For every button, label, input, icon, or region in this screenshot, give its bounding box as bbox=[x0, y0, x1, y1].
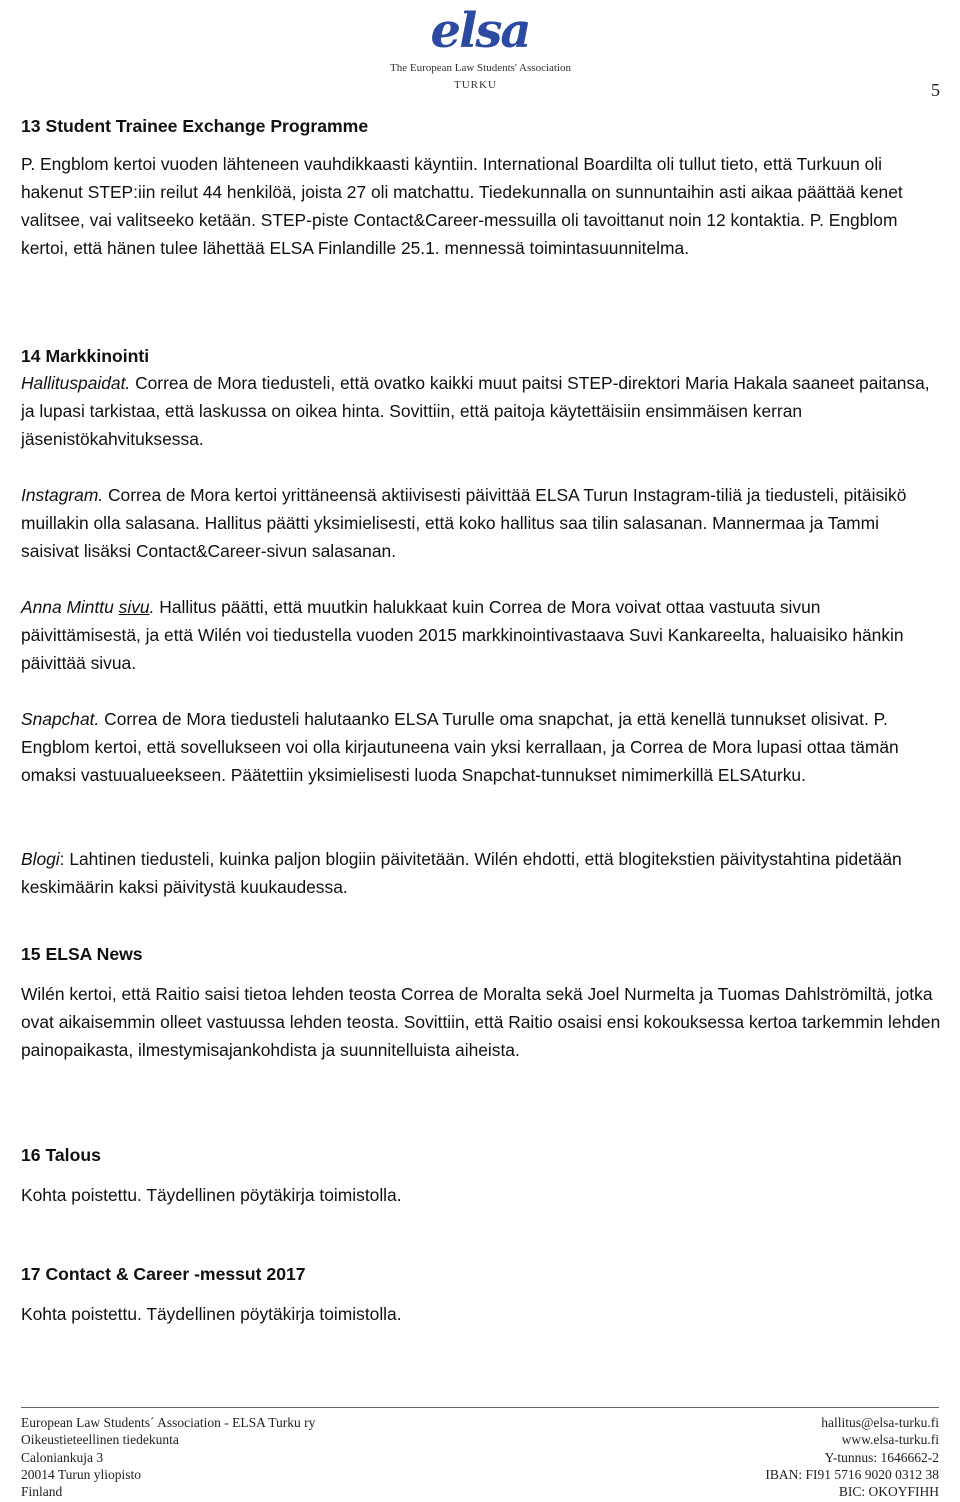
footer-iban: IBAN: FI91 5716 9020 0312 38 bbox=[765, 1466, 939, 1482]
paragraph-label: Blogi bbox=[21, 849, 60, 869]
paragraph-text: Correa de Mora tiedusteli, että ovatko kaikki muut paitsi STEP-direktori Maria Hakala saaneet paitansa, ja lupasi tarkistaa, että laskussa on oikea hinta. Sovittiin, että paitoja käytettäisiin ensimmäisen kerran jäsenistökahvituksessa. bbox=[21, 373, 930, 449]
footer-bic: BIC: OKOYFIHH bbox=[838, 1484, 939, 1500]
paragraph-label-end: . bbox=[149, 597, 155, 617]
page-number: 5 bbox=[931, 80, 940, 100]
paragraph-text: Correa de Mora kertoi yrittäneensä aktiivisesti päivittää ELSA Turun Instagram-tiliä ja tiedusteli, pitäisikö muillakin olla salasana. Hallitus päätti yksimielisesti, että koko hallitus saa tilin salasanan. Mannermaa ja Tammi saisivat lisäksi Contact&Career-sivun salasanan. bbox=[21, 485, 907, 561]
logo-city: TURKU bbox=[454, 79, 497, 91]
section-14-p2 bbox=[21, 481, 941, 565]
paragraph-text: Hallitus päätti, että muutkin halukkaat kuin Correa de Mora voivat ottaa vastuuta sivun päivittämisestä, ja että Wilén voi tiedustella vuoden 2015 markkinointivastaava Suvi Kankareelta, haluaisiko hänkin päivittää sivua. bbox=[21, 597, 904, 673]
section-14-p3 bbox=[21, 593, 941, 677]
heading-16: 16 Talous bbox=[21, 1145, 101, 1165]
footer-line: Caloniankuja 3 bbox=[21, 1449, 104, 1465]
paragraph-label: Anna Minttu bbox=[21, 597, 119, 617]
paragraph-label-underlined: sivu bbox=[118, 597, 150, 617]
section-14-p4 bbox=[21, 705, 941, 789]
paragraph bbox=[21, 705, 941, 789]
section-17-text bbox=[21, 1300, 941, 1328]
paragraph-text: : Lahtinen tiedusteli, kuinka paljon blogiin päivitetään. Wilén ehdotti, että blogitekstien päivitystahtina pidetään keskimäärin kaksi päivitystä kuukaudessa. bbox=[21, 849, 902, 897]
footer-line: 20014 Turun yliopisto bbox=[21, 1466, 142, 1482]
section-14-p5 bbox=[21, 845, 941, 901]
footer-email: hallitus@elsa-turku.fi bbox=[821, 1415, 939, 1430]
footer-website: www.elsa-turku.fi bbox=[841, 1432, 939, 1448]
paragraph-label: Snapchat. bbox=[21, 709, 100, 729]
section-13-text bbox=[21, 150, 941, 262]
paragraph bbox=[21, 845, 941, 901]
footer-line: European Law Students´ Association - ELSA Turku ry bbox=[21, 1415, 316, 1430]
footer-address bbox=[21, 1414, 315, 1500]
paragraph bbox=[21, 593, 941, 677]
section-16-text bbox=[21, 1181, 941, 1209]
paragraph: Wilén kertoi, että Raitio saisi tietoa lehden teosta Correa de Moralta sekä Joel Nurmelta ja Tuomas Dahlströmiltä, jotka ovat aikaisemmin olleet vastuussa lehden teosta. Sovittiin, että Raitio osaisi ensi kokouksessa kertoa tarkemmin lehden painopaikasta, ilmestymisajankohdista ja suunnitelluista aiheista. bbox=[21, 984, 941, 1060]
heading-17: 17 Contact & Career -messut 2017 bbox=[21, 1264, 306, 1284]
footer-divider bbox=[21, 1407, 939, 1408]
logo-subtitle: The European Law Students' Association bbox=[390, 62, 572, 74]
footer-line: Oikeustieteellinen tiedekunta bbox=[21, 1432, 179, 1448]
paragraph: Kohta poistettu. Täydellinen pöytäkirja toimistolla. bbox=[21, 1304, 402, 1324]
section-14-p1 bbox=[21, 369, 941, 453]
footer-line: Finland bbox=[21, 1484, 63, 1500]
heading-14: 14 Markkinointi bbox=[21, 346, 150, 366]
heading-13: 13 Student Trainee Exchange Programme bbox=[21, 116, 369, 136]
footer-contact bbox=[765, 1414, 939, 1500]
section-15-text bbox=[21, 980, 941, 1064]
paragraph: Kohta poistettu. Täydellinen pöytäkirja toimistolla. bbox=[21, 1185, 402, 1205]
paragraph bbox=[21, 369, 941, 453]
paragraph-label: Hallituspaidat. bbox=[21, 373, 131, 393]
footer-business-id: Y-tunnus: 1646662-2 bbox=[824, 1449, 939, 1465]
paragraph: P. Engblom kertoi vuoden lähteneen vauhdikkaasti käyntiin. International Boardilta oli tullut tieto, että Turkuun oli hakenut STEP:iin reilut 44 henkilöä, joista 27 oli matchattu. Tiedekunnalla on sunnuntaihin asti aikaa päättää kenet valitsee, vai valitseeko ketään. STEP-piste Contact&Career-messuilla oli tavoittanut noin 12 kontaktia. P. Engblom kertoi, että hänen tulee lähettää ELSA Finlandille 25.1. mennessä toimintasuunnitelma. bbox=[21, 154, 903, 258]
heading-15: 15 ELSA News bbox=[21, 944, 143, 964]
paragraph-label: Instagram. bbox=[21, 485, 104, 505]
paragraph bbox=[21, 481, 941, 565]
elsa-logo bbox=[390, 2, 572, 94]
logo-wordmark: elsa bbox=[430, 3, 530, 59]
paragraph-text: Correa de Mora tiedusteli halutaanko ELSA Turulle oma snapchat, ja että kenellä tunnukset olisivat. P. Engblom kertoi, että sovellukseen voi olla kirjautuneena vain yksi kerrallaan, ja Correa de Mora lupasi ottaa tämän omaksi vastuualueekseen. Päätettiin yksimielisesti luoda Snapchat-tunnukset nimimerkillä ELSAturku. bbox=[21, 709, 899, 785]
